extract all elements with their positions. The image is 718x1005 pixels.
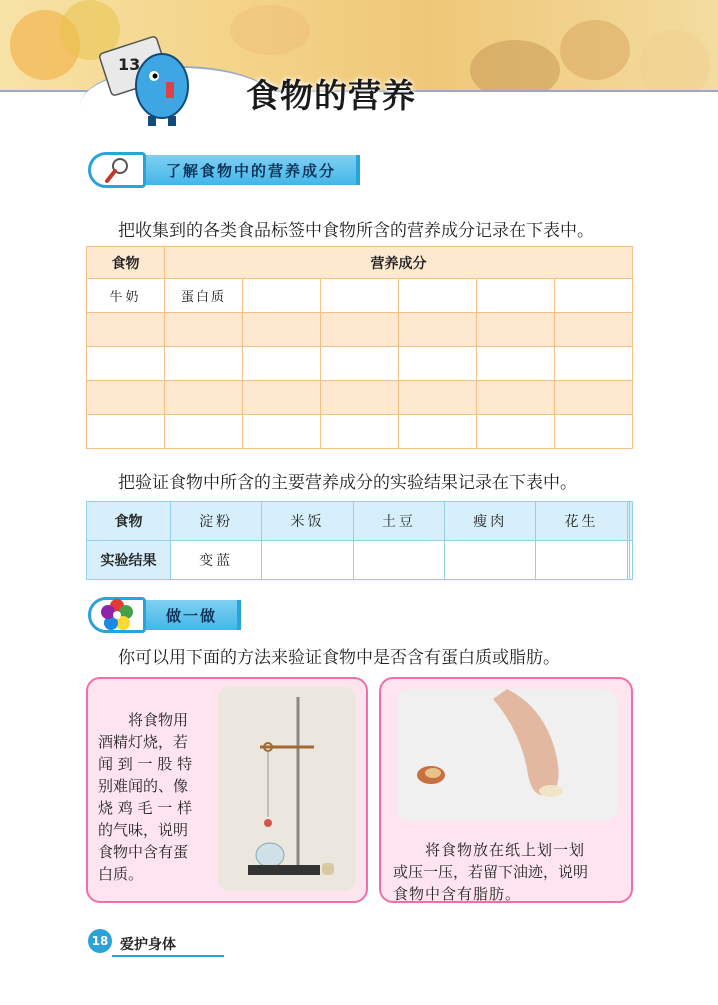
empty-cell[interactable] <box>477 381 555 415</box>
empty-cell[interactable] <box>399 279 477 313</box>
cell-food: 牛奶 <box>87 279 165 313</box>
empty-cell[interactable] <box>555 279 633 313</box>
empty-cell[interactable] <box>399 381 477 415</box>
food-decoration <box>230 5 310 55</box>
text-line: 的气味，说明 <box>98 821 189 839</box>
empty-cell[interactable] <box>555 313 633 347</box>
pinwheel-icon <box>88 597 146 633</box>
empty-cell[interactable] <box>165 347 243 381</box>
empty-cell[interactable] <box>262 541 353 580</box>
empty-cell[interactable] <box>321 347 399 381</box>
empty-cell[interactable] <box>555 415 633 449</box>
row-label-result: 实验结果 <box>87 541 171 580</box>
empty-cell[interactable] <box>630 502 633 541</box>
empty-cell[interactable] <box>399 313 477 347</box>
empty-cell[interactable] <box>243 347 321 381</box>
empty-cell[interactable] <box>243 381 321 415</box>
empty-cell[interactable] <box>165 381 243 415</box>
text-line: 别难闻的、像 <box>98 777 189 795</box>
nutrient-table <box>86 246 633 449</box>
food-cell: 淀粉 <box>171 502 262 541</box>
empty-cell[interactable] <box>321 381 399 415</box>
instruction-text: 把收集到的各类食品标签中食物所含的营养成分记录在下表中。 <box>118 221 594 241</box>
empty-cell[interactable] <box>243 279 321 313</box>
empty-cell[interactable] <box>630 541 633 580</box>
food-cell: 花生 <box>536 502 627 541</box>
text-line: 闻 到 一 股 特 <box>98 755 193 773</box>
empty-cell[interactable] <box>477 279 555 313</box>
empty-cell[interactable] <box>87 347 165 381</box>
empty-cell[interactable] <box>321 415 399 449</box>
empty-cell[interactable] <box>536 541 627 580</box>
empty-cell[interactable] <box>477 313 555 347</box>
food-cell: 土豆 <box>353 502 444 541</box>
empty-cell[interactable] <box>87 415 165 449</box>
magnifier-icon <box>88 152 146 188</box>
alcohol-lamp-photo <box>218 687 356 891</box>
empty-cell[interactable] <box>243 313 321 347</box>
chapter-number: 13 <box>118 55 141 74</box>
empty-cell[interactable] <box>165 313 243 347</box>
text-line: 食物中含有蛋 <box>98 843 189 861</box>
header-food: 食物 <box>87 247 165 279</box>
empty-cell[interactable] <box>87 313 165 347</box>
food-cell: 瘦肉 <box>445 502 536 541</box>
nuts-decoration <box>560 20 630 80</box>
text-line: 将食物放在纸上划一划 <box>425 841 586 859</box>
text-line: 食物中含有脂肪。 <box>393 885 522 903</box>
footer-arrow <box>112 955 224 957</box>
protein-test-text <box>98 709 202 885</box>
protein-test-card <box>86 677 368 903</box>
empty-cell[interactable] <box>399 415 477 449</box>
instruction-text: 你可以用下面的方法来验证食物中是否含有蛋白质或脂肪。 <box>118 648 560 668</box>
page-number: 18 <box>88 929 112 953</box>
fat-test-text <box>393 839 629 905</box>
empty-cell[interactable] <box>555 347 633 381</box>
text-line: 酒精灯烧，若 <box>98 733 189 751</box>
text-line: 白质。 <box>98 865 144 883</box>
section-heading-nutrients <box>88 152 360 188</box>
chapter-title: 食物的营养 <box>246 76 416 115</box>
text-line: 将食物用 <box>128 711 189 729</box>
section-title: 了解食物中的营养成分 <box>146 155 360 185</box>
text-line: 或压一压，若留下油迹，说明 <box>393 863 589 881</box>
empty-cell[interactable] <box>477 415 555 449</box>
empty-cell[interactable] <box>243 415 321 449</box>
section-title: 做一做 <box>146 600 241 630</box>
row-label-food: 食物 <box>87 502 171 541</box>
empty-cell[interactable] <box>399 347 477 381</box>
empty-cell[interactable] <box>165 415 243 449</box>
empty-cell[interactable] <box>87 381 165 415</box>
empty-cell[interactable] <box>321 279 399 313</box>
header-nutrients: 营养成分 <box>165 247 633 279</box>
empty-cell[interactable] <box>321 313 399 347</box>
experiment-table <box>86 501 633 580</box>
empty-cell[interactable] <box>353 541 444 580</box>
empty-cell[interactable] <box>445 541 536 580</box>
food-cell: 米饭 <box>262 502 353 541</box>
empty-cell[interactable] <box>477 347 555 381</box>
mascot-illustration <box>96 30 206 128</box>
text-line: 烧 鸡 毛 一 样 <box>98 799 193 817</box>
result-cell: 变蓝 <box>171 541 262 580</box>
cell-nutrient: 蛋白质 <box>165 279 243 313</box>
book-title: 爱护身体 <box>120 937 176 953</box>
section-heading-activity <box>88 597 241 633</box>
peanut-press-photo <box>397 689 617 821</box>
fat-test-card <box>379 677 633 903</box>
empty-cell[interactable] <box>555 381 633 415</box>
instruction-text: 把验证食物中所含的主要营养成分的实验结果记录在下表中。 <box>118 473 577 493</box>
